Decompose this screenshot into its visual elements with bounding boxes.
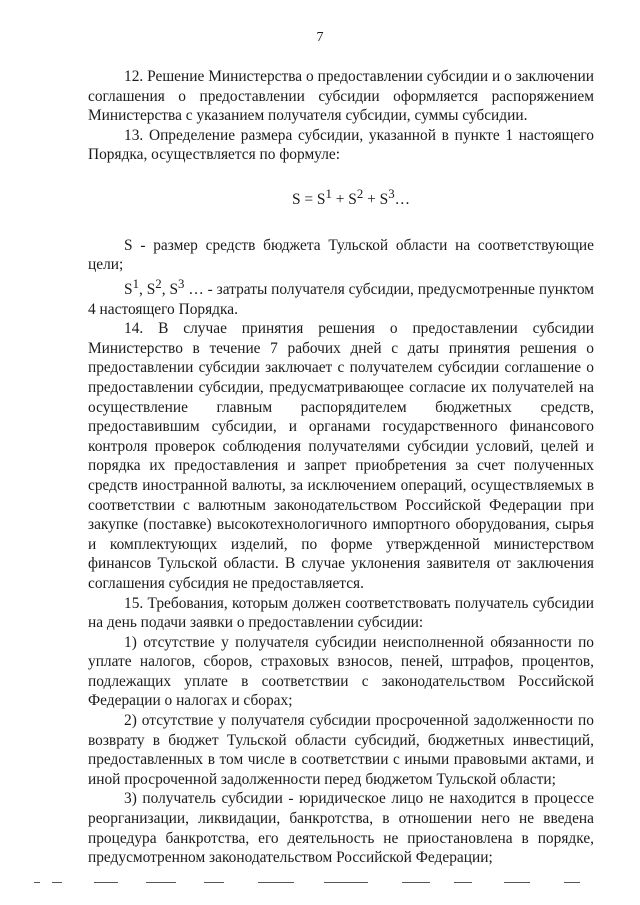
term-s2: , S [138, 281, 156, 298]
definition-s: S - размер средств бюджета Тульской области на соответствующие цели; [88, 236, 594, 274]
scan-artifact-mark [454, 882, 472, 883]
formula-lhs: S = S [291, 191, 326, 209]
scan-artifact-mark [204, 882, 224, 883]
term-s3: , S [161, 281, 179, 298]
scan-artifact-mark [324, 882, 368, 883]
scan-artifact-mark [564, 882, 580, 883]
term-s1: S [124, 281, 133, 298]
paragraph-15: 15. Требования, которым должен соответствовать получатель субсидии на день подачи заявки о предоставлении субсидии: [88, 594, 594, 632]
subsidy-formula [88, 185, 594, 210]
paragraph-12: 12. Решение Министерства о предоставлении субсидии и о заключении соглашения о предоставлении субсидии оформляется распоряжением Министерства с указанием получателя субсидии, суммы субсидии. [88, 68, 594, 125]
term-s1-index: 1 [132, 276, 139, 291]
requirement-3: 3) получатель субсидии - юридическое лицо не находится в процессе реорганизации, ликвидации, банкротства, в отношении него не введена процедура банкротства, его деятельность не приостановлена в порядке, предусмотренном законодательством Российской Федерации; [88, 790, 594, 867]
terms-description: … - затраты получателя субсидии, предусмотренные пунктом 4 настоящего Порядка. [88, 281, 594, 318]
page-number: 7 [316, 30, 324, 45]
requirement-1: 1) отсутствие у получателя субсидии неисполненной обязанности по уплате налогов, сборов, страховых взносов, пеней, штрафов, процентов, подлежащих уплате в соответствии с законодательством Российской Федерации о налогах и сборах; [88, 633, 594, 710]
requirement-2: 2) отсутствие у получателя субсидии просроченной задолженности по возврату в бюджет Тульской области субсидий, бюджетных инвестиций, предоставленных в том числе в соответствии с иными правовыми актами, и иной просроченной задолженности перед бюджетом Тульской области; [88, 712, 594, 788]
scan-artifact-mark [94, 882, 118, 883]
scan-artifact-mark [402, 882, 430, 883]
scan-artifact-mark [34, 882, 40, 883]
scan-artifact-line [34, 882, 614, 886]
scan-artifact-mark [504, 882, 530, 883]
formula-ellipsis: … [394, 191, 411, 209]
document-body [88, 67, 594, 868]
term-s2-index: 2 [155, 276, 162, 291]
formula-term-1-index: 1 [325, 186, 332, 201]
formula-plus-2: + S [363, 191, 389, 209]
formula-term-3-index: 3 [388, 186, 395, 201]
scan-artifact-mark [258, 882, 294, 883]
paragraph-14: 14. В случае принятия решения о предоставлении субсидии Министерство в течение 7 рабочих дней с даты принятия решения о предоставлении субсидии заключает с получателем субсидии соглашение о предоставлении субсидии, предусматривающее согласие их получателей на осуществление главным распорядителем бюджетных средств, предоставившим субсидии, и органами государственного финансового контроля проверок соблюдения получателями субсидии условий, целей и порядка их предоставления и запрет приобретения за счет полученных средств иностранной валюты, за исключением операций, осуществляемых в соответствии с валютным законодательством Российской Федерации при закупке (поставке) высокотехнологичного импортного оборудования, сырья и комплектующих изделий, по форме утвержденной министерством финансов Тульской области. В случае уклонения заявителя от заключения соглашения субсидия не предоставляется. [88, 320, 594, 592]
scan-artifact-mark [52, 882, 62, 883]
definition-s-terms [88, 275, 594, 319]
paragraph-13: 13. Определение размера субсидии, указанной в пункте 1 настоящего Порядка, осуществляется по формуле: [88, 126, 594, 164]
formula-plus-1: + S [331, 191, 357, 209]
term-s3-index: 3 [178, 276, 185, 291]
scan-artifact-mark [146, 882, 176, 883]
formula-term-2-index: 2 [356, 186, 364, 201]
